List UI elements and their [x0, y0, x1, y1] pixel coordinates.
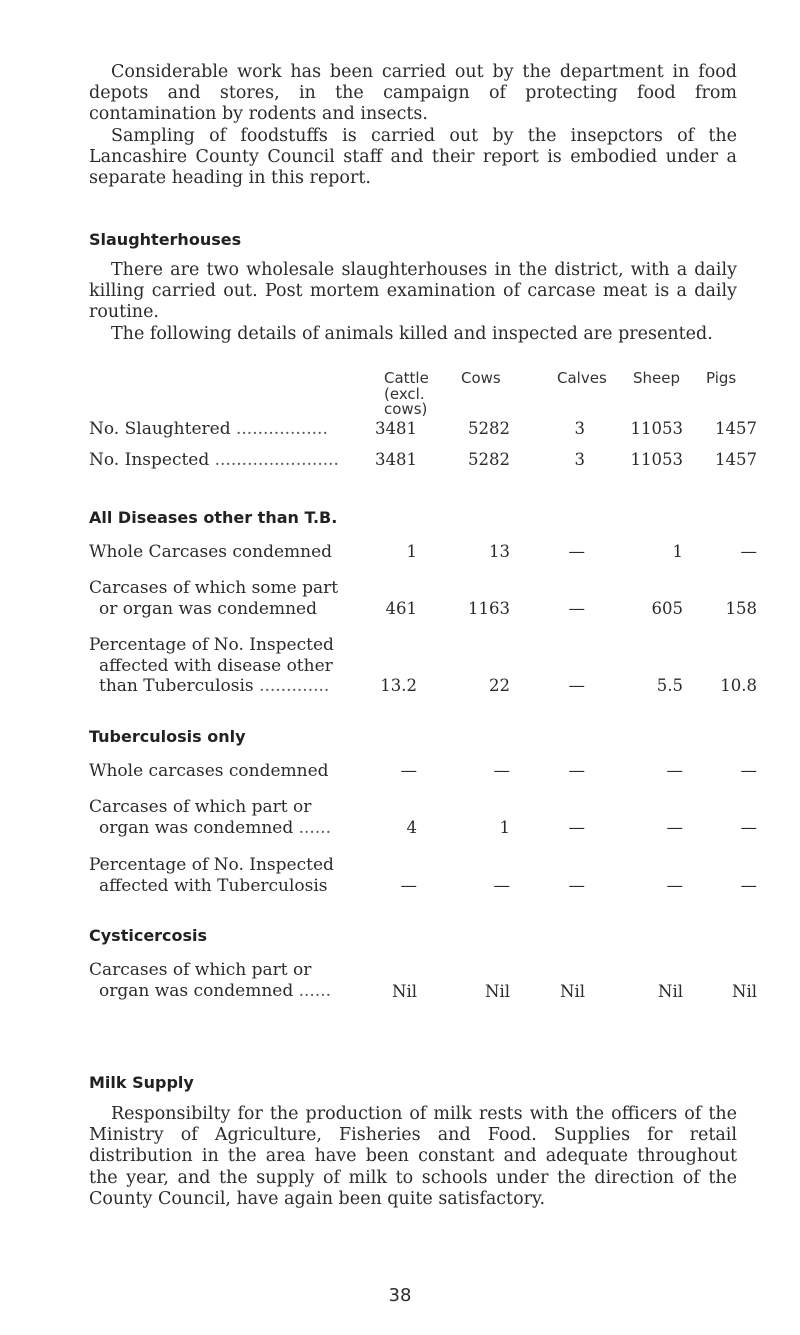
slaughterhouses-heading: Slaughterhouses [89, 230, 242, 249]
column-header-cattle: Cattle (excl. cows) [384, 369, 429, 418]
other-diseases-heading: All Diseases other than T.B. [89, 508, 338, 527]
cell-cyst-part-calves: Nil [560, 982, 585, 1001]
cell-other-pct-pigs: 10.8 [720, 676, 757, 695]
cell-other-part-pigs: 158 [725, 599, 757, 618]
cell-cyst-part-pigs: Nil [732, 982, 757, 1001]
cell-inspected-pigs: 1457 [715, 450, 757, 469]
milk-supply-paragraphs [89, 1104, 737, 1210]
cell-tb-whole-sheep: — [666, 761, 683, 780]
cell-other-whole-calves: — [568, 542, 585, 561]
cysticercosis-heading: Cysticercosis [89, 926, 208, 945]
row-label-other-pct: Percentage of No. Inspected affected with disease other than Tuberculosis ............. [89, 635, 334, 696]
cell-cyst-part-cows: Nil [485, 982, 510, 1001]
column-header-pigs: Pigs [706, 369, 737, 387]
cell-other-whole-cattle: 1 [406, 542, 417, 561]
cell-other-part-cattle: 461 [385, 599, 417, 618]
column-header-calves: Calves [557, 369, 607, 387]
cell-tb-whole-calves: — [568, 761, 585, 780]
cell-cyst-part-sheep: Nil [658, 982, 683, 1001]
cell-inspected-cattle: 3481 [375, 450, 417, 469]
cell-other-part-calves: — [568, 599, 585, 618]
cell-other-part-cows: 1163 [468, 599, 510, 618]
cell-other-part-sheep: 605 [651, 599, 683, 618]
cell-tb-part-cows: 1 [499, 818, 510, 837]
slaughterhouses-paragraph-2: The following details of animals killed and inspected are presented. [111, 323, 713, 344]
milk-supply-paragraph-1: Responsibilty for the production of milk rests with the officers of the Ministry of Agriculture, Fisheries and Food. Supplies for retail distribution in the area have been constant and adequate throughout the year, and the supply of milk to schools under the direction of the County Council, have again been quite satisfactory. [89, 1104, 737, 1209]
intro-paragraph-2: Sampling of foodstuffs is carried out by the insepctors of the Lancashire County Council staff and their report is embodied under a separate heading in this report. [89, 125, 737, 189]
cell-slaughtered-cows: 5282 [468, 419, 510, 438]
row-label-other-part: Carcases of which some part or organ was condemned [89, 578, 339, 619]
cell-other-pct-calves: — [568, 676, 585, 695]
cell-tb-pct-sheep: — [666, 876, 683, 895]
cell-other-whole-sheep: 1 [672, 542, 683, 561]
column-header-sheep: Sheep [633, 369, 681, 387]
cell-tb-pct-cows: — [493, 876, 510, 895]
cell-slaughtered-cattle: 3481 [375, 419, 417, 438]
cell-other-pct-cows: 22 [489, 676, 510, 695]
row-label-cyst-part: Carcases of which part or organ was condemned ...... [89, 960, 332, 1001]
cell-cyst-part-cattle: Nil [392, 982, 417, 1001]
cell-tb-part-sheep: — [666, 818, 683, 837]
cell-slaughtered-sheep: 11053 [630, 419, 683, 438]
slaughterhouses-paragraphs [89, 260, 737, 345]
cell-tb-part-pigs: — [740, 818, 757, 837]
milk-supply-heading: Milk Supply [89, 1073, 194, 1092]
cell-tb-whole-pigs: — [740, 761, 757, 780]
row-label-slaughtered: No. Slaughtered ................. [89, 419, 328, 439]
slaughterhouses-paragraph-1: There are two wholesale slaughterhouses in the district, with a daily killing carried out. Post mortem examination of carcase meat is a daily routine. [89, 260, 737, 323]
intro-paragraphs [89, 62, 737, 189]
row-label-inspected: No. Inspected ....................... [89, 450, 339, 470]
cell-inspected-cows: 5282 [468, 450, 510, 469]
cell-tb-pct-pigs: — [740, 876, 757, 895]
cell-tb-pct-cattle: — [400, 876, 417, 895]
page-number: 38 [388, 1285, 412, 1306]
cell-tb-part-cattle: 4 [406, 818, 417, 837]
cell-tb-pct-calves: — [568, 876, 585, 895]
cell-tb-whole-cattle: — [400, 761, 417, 780]
row-label-tb-pct: Percentage of No. Inspected affected with Tuberculosis [89, 855, 334, 896]
tuberculosis-heading: Tuberculosis only [89, 727, 246, 746]
cell-other-pct-cattle: 13.2 [380, 676, 417, 695]
cell-other-whole-pigs: — [740, 542, 757, 561]
cell-tb-part-calves: — [568, 818, 585, 837]
intro-paragraph-1: Considerable work has been carried out by the department in food depots and stores, in the campaign of protecting food from contamination by rodents and insects. [89, 62, 737, 125]
row-label-tb-whole: Whole carcases condemned [89, 761, 329, 781]
cell-other-whole-cows: 13 [489, 542, 510, 561]
column-header-cows: Cows [461, 369, 501, 387]
cell-slaughtered-calves: 3 [574, 419, 585, 438]
row-label-tb-part: Carcases of which part or organ was condemned ...... [89, 797, 332, 838]
cell-slaughtered-pigs: 1457 [715, 419, 757, 438]
cell-inspected-calves: 3 [574, 450, 585, 469]
row-label-other-whole: Whole Carcases condemned [89, 542, 333, 562]
cell-other-pct-sheep: 5.5 [656, 676, 683, 695]
cell-tb-whole-cows: — [493, 761, 510, 780]
cell-inspected-sheep: 11053 [630, 450, 683, 469]
